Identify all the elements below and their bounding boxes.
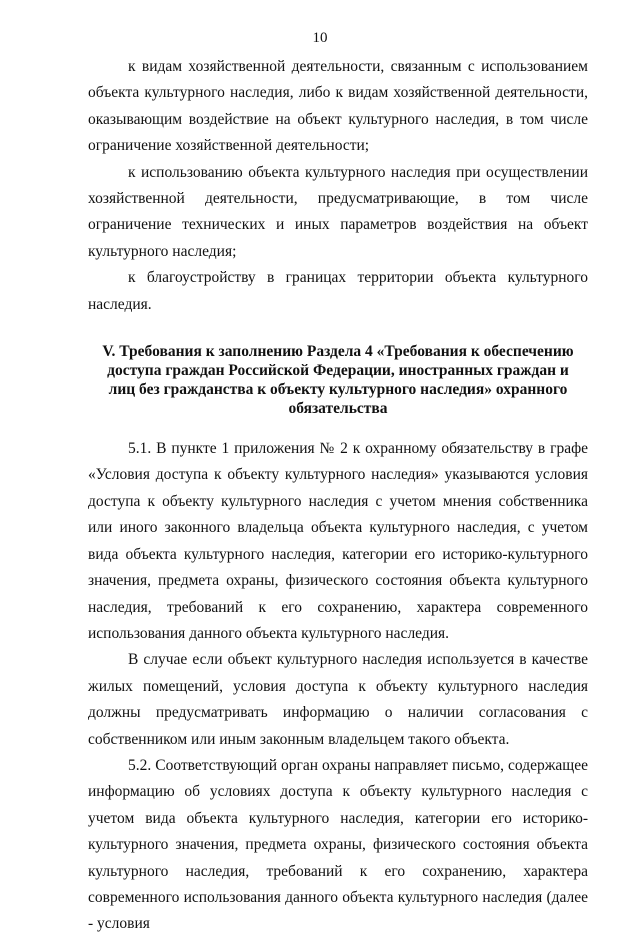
paragraph-landscaping: к благоустройству в границах территории объекта культурного наследия.	[88, 269, 588, 313]
paragraph-5-1: 5.1. В пункте 1 приложения № 2 к охранному обязательству в графе «Условия доступа к объекту культурного наследия» указываются условия доступа к объекту культурного наследия с учетом мнения собственника или иного законного владельца объекта культурного наследия, с учетом вида объекта культурного наследия, категории его историко-культурного значения, предмета охраны, физического состояния объекта культурного наследия, требований к его сохранению, характера современного использования данного объекта культурного наследия.	[88, 440, 588, 642]
paragraph-5-2: 5.2. Соответствующий орган охраны направляет письмо, содержащее информацию об условиях доступа к объекту культурного наследия с учетом вида объекта культурного наследия, категории его историко-культурного значения, предмета охраны, физического состояния объекта культурного наследия, требований к его сохранению, характера современного использования данного объекта культурного наследия (далее - условия	[88, 756, 588, 933]
section-heading: V. Требования к заполнению Раздела 4 «Требования к обеспечению доступа граждан Российской Федерации, иностранных граждан и лиц без гражданства к объекту культурного наследия» охранного обязательства	[102, 343, 574, 418]
page-number: 10	[312, 30, 328, 46]
paragraph-residential-access: В случае если объект культурного наследия используется в качестве жилых помещений, условия доступа к объекту культурного наследия должны предусматривать информацию о наличии согласования с собственником или иным законным владельцем такого объекта.	[88, 651, 588, 748]
paragraph-economic-activity-types: к видам хозяйственной деятельности, связанным с использованием объекта культурного наследия, либо к видам хозяйственной деятельности, оказывающим воздействие на объект культурного наследия, в том числе ограничение хозяйственной деятельности;	[88, 58, 588, 155]
paragraph-use-of-heritage: к использованию объекта культурного наследия при осуществлении хозяйственной деятельности, предусматривающие, в том числе ограничение технических и иных параметров воздействия на объект культурного наследия;	[88, 163, 588, 260]
document-body	[88, 54, 588, 938]
